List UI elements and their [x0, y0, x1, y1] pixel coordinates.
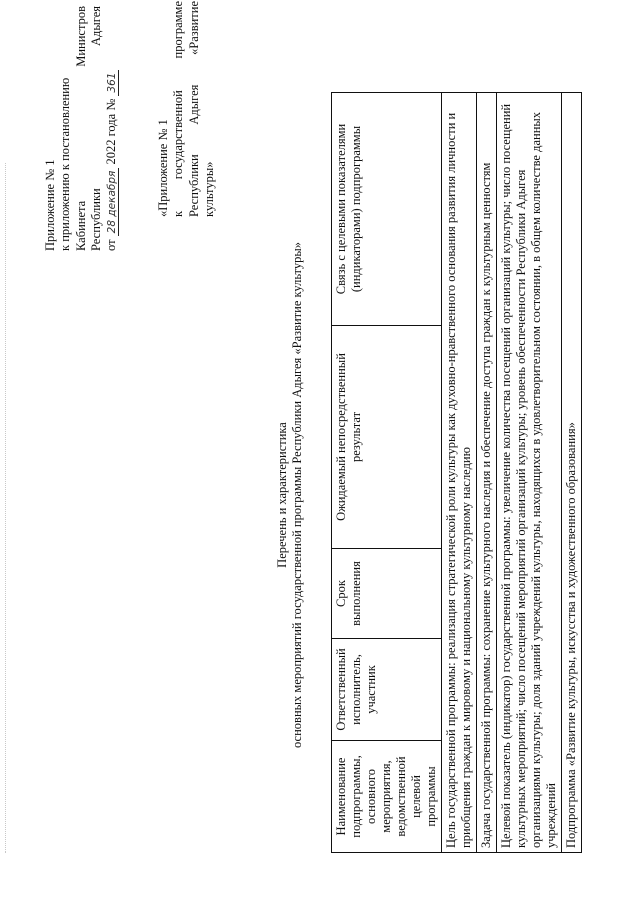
appendix-number: Приложение № 1 — [43, 159, 57, 251]
subprogram-title: Подпрограмма «Развитие культуры, искусства и художественного образования» — [562, 93, 582, 853]
program-task: Задача государственной программы: сохранение культурного наследия и обеспечение доступа граждан к культурным ценностям — [477, 93, 497, 853]
table-header-row — [332, 93, 442, 853]
column-header: Срок выполнения — [332, 549, 442, 639]
column-header: Связь с целевыми показателями (индикаторами) подпрограммы — [332, 93, 442, 326]
measures-table — [331, 92, 582, 853]
appendix-header — [43, 6, 119, 251]
table-row — [497, 93, 562, 853]
document-title — [275, 215, 306, 775]
column-header: Ответственный исполнитель, участник — [332, 639, 442, 741]
appendix-cabinet-line: Кабинета Министров — [73, 6, 88, 251]
scan-edge-dots — [5, 163, 6, 853]
table-row — [477, 93, 497, 853]
program-goal: Цель государственной программы: реализация стратегической роли культуры как духовно-нравственного основания развития личности и приобщения граждан к мировому и национальному культурному наследию — [442, 93, 477, 853]
table-row — [442, 93, 477, 853]
appendix-ref: к приложению к постановлению — [58, 77, 73, 251]
handwritten-date: 28 декабря — [106, 168, 119, 237]
table-row — [562, 93, 582, 853]
appendix-republic-line: Республики Адыгея — [88, 6, 103, 251]
handwritten-number: 361 — [106, 70, 119, 96]
title-line-2: основных мероприятий государственной программы Республики Адыгея «Развитие культуры» — [290, 242, 305, 748]
appendix-date-line: от 28 декабря 2022 года № 361 — [104, 6, 119, 251]
title-line-1: Перечень и характеристика — [275, 422, 289, 568]
column-header: Наименование подпрограммы, основного мероприятия, ведомственной целевой программы — [332, 741, 442, 853]
program-target-indicator: Целевой показатель (индикатор) государственной программы: увеличение количества посещений организаций культуры; число посещений культурных мероприятий; число посещений мероприятий организаций культуры; уровень обеспеченности Республики Адыгея организациями культуры; доля зданий учреждений культуры, находящихся в удовлетворительном состоянии, в общем количестве данных учреждений — [497, 93, 562, 853]
column-header: Ожидаемый непосредственный результат — [332, 326, 442, 549]
original-appendix-header: «Приложение № 1 к государственной программе Республики Адыгея «Развитие культуры» — [156, 1, 216, 217]
